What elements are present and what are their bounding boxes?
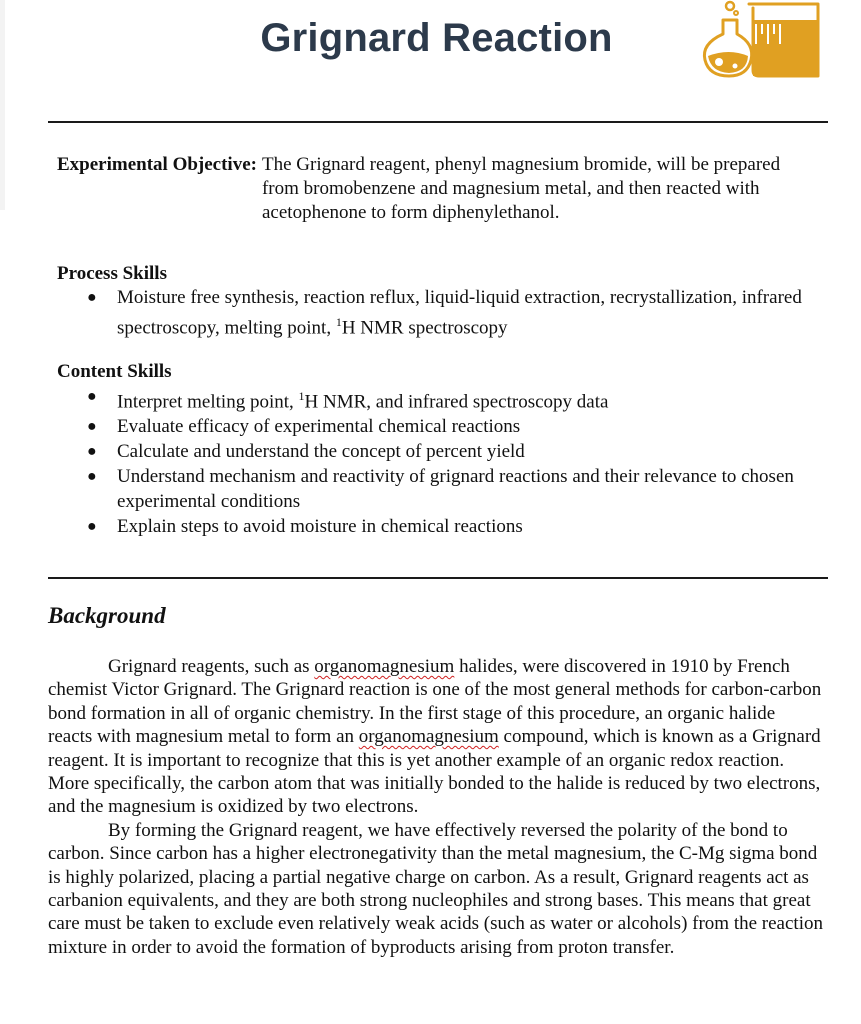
experimental-objective <box>57 153 827 225</box>
section-divider <box>48 577 828 579</box>
bullet-icon: ● <box>87 518 97 536</box>
list-item: ● Evaluate efficacy of experimental chemical reactions <box>87 416 521 438</box>
bullet-icon: ● <box>87 443 97 461</box>
content-skills-list <box>57 384 827 539</box>
list-item: ● Explain steps to avoid moisture in chemical reactions <box>87 516 523 538</box>
background-heading: Background <box>48 603 166 628</box>
bullet-icon: ● <box>87 468 97 486</box>
page-title: Grignard Reaction <box>260 16 613 60</box>
background-paragraph-1: Grignard reagents, such as organomagnesium halides, were discovered in 1910 by French chemist Victor Grignard. The Grignard reaction is one of the most general methods for carbon-carbon bond formation in all of organic chemistry. In the first stage of this procedure, an organic halide reacts with magnesium metal to form an organomagnesium compound, which is known as a Grignard reagent. It is important to recognize that this is yet another example of an organic redox reaction. More specifically, the carbon atom that was initially bonded to the halide is reduced by two electrons, and the magnesium is oxidized by two electrons. <box>48 656 822 818</box>
background-text <box>48 655 823 959</box>
list-item: ● Understand mechanism and reactivity of grignard reactions and their relevance to chosen experimental conditions <box>87 466 794 513</box>
objective-label: Experimental Objective: <box>57 154 257 175</box>
background-paragraph-2: By forming the Grignard reagent, we have effectively reversed the polarity of the bond to carbon. Since carbon has a higher electronegativity than the metal magnesium, the C-Mg sigma bond is highly polarized, placing a partial negative charge on carbon. As a result, Grignard reagents act as carbanion equivalents, and they are both strong nucleophiles and strong bases. This means that great care must be taken to exclude even relatively weak acids (such as water or alcohols) from the reaction mixture in order to avoid the formation of byproducts arising from proton transfer. <box>48 819 823 958</box>
list-item: ● Moisture free synthesis, reaction reflux, liquid-liquid extraction, recrystallization, infrared spectroscopy, melting point, $^1$H NMR spectroscopy <box>87 287 802 339</box>
bullet-icon: ● <box>87 388 97 405</box>
list-item: ● Calculate and understand the concept of percent yield <box>87 441 525 463</box>
content-skills-heading: Content Skills <box>57 361 172 382</box>
bullet-icon: ● <box>87 418 97 436</box>
spellcheck-flagged-word[interactable]: organomagnesium <box>314 656 455 677</box>
process-skills-heading: Process Skills <box>57 263 167 284</box>
chemistry-flask-beaker-icon <box>697 0 821 78</box>
bullet-icon: ● <box>87 289 97 306</box>
process-skills-list <box>57 285 827 340</box>
list-item: ● Interpret melting point, $^1$H NMR, and infrared spectroscopy data <box>57 384 827 414</box>
header-divider <box>48 121 828 123</box>
objective-text: The Grignard reagent, phenyl magnesium bromide, will be prepared from bromobenzene and magnesium metal, and then reacted with acetophenone to form diphenylethanol. <box>261 154 781 223</box>
spellcheck-flagged-word[interactable]: organomagnesium <box>358 726 499 748</box>
